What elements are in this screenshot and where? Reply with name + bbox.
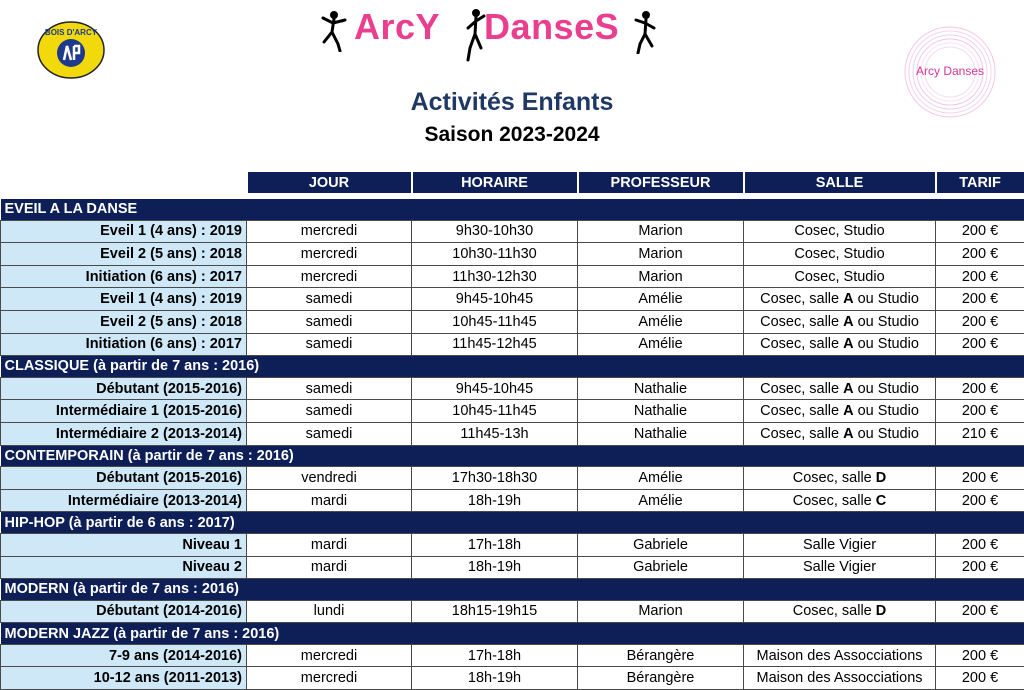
cell-professeur: Amélie [578,333,744,356]
salle-text: Salle Vigier [803,559,876,575]
cell-horaire: 10h30-11h30 [412,243,578,266]
salle-text: Cosec, salle [760,381,843,397]
cell-jour: mercredi [247,667,412,690]
cell-professeur: Marion [578,265,744,288]
salle-letter: A [843,336,853,352]
course-label: Eveil 1 (4 ans) : 2019 [1,220,247,243]
course-label: Eveil 2 (5 ans) : 2018 [1,243,247,266]
cell-salle [744,467,936,490]
category-title: MODERN JAZZ (à partir de 7 ans : 2016) [1,623,1024,645]
salle-text: ou Studio [854,336,919,352]
cell-horaire: 18h-19h [412,489,578,512]
cell-tarif: 200 € [936,489,1024,512]
schedule-table [0,172,1024,690]
course-label: 7-9 ans (2014-2016) [1,644,247,667]
cell-tarif: 200 € [936,265,1024,288]
category-row [1,445,1024,467]
salle-text: Cosec, Studio [794,246,884,262]
table-row [1,310,1024,333]
salle-letter: A [843,426,853,442]
course-label: Débutant (2015-2016) [1,467,247,490]
cell-horaire: 17h30-18h30 [412,467,578,490]
table-row [1,667,1024,690]
salle-text: Cosec, Studio [794,223,884,239]
course-label: Niveau 2 [1,556,247,579]
table-row [1,556,1024,579]
cell-horaire: 17h-18h [412,533,578,556]
cell-salle [744,644,936,667]
cell-horaire: 10h45-11h45 [412,310,578,333]
cell-horaire: 11h30-12h30 [412,265,578,288]
cell-tarif: 200 € [936,667,1024,690]
brand-part2: DanseS [484,6,619,47]
table-row [1,644,1024,667]
salle-letter: D [876,603,886,619]
cell-professeur: Bérangère [578,644,744,667]
dancer-icon [632,10,658,54]
cell-professeur: Bérangère [578,667,744,690]
cell-jour: samedi [247,400,412,423]
cell-horaire: 10h45-11h45 [412,400,578,423]
cell-salle [744,377,936,400]
course-label: Intermédiaire (2013-2014) [1,489,247,512]
cell-salle [744,265,936,288]
salle-text: Salle Vigier [803,537,876,553]
cell-tarif: 200 € [936,400,1024,423]
cell-horaire: 9h45-10h45 [412,377,578,400]
category-row [1,579,1024,601]
page-title: Activités Enfants [0,88,1024,117]
cell-tarif: 200 € [936,288,1024,311]
salle-text: Cosec, salle [793,603,876,619]
cell-salle [744,600,936,623]
table-row [1,377,1024,400]
cell-jour: mercredi [247,644,412,667]
cell-tarif: 200 € [936,310,1024,333]
cell-salle [744,243,936,266]
header-salle: SALLE [744,172,936,193]
salle-text: Cosec, salle [793,470,876,486]
cell-tarif: 200 € [936,220,1024,243]
course-label: Intermédiaire 1 (2015-2016) [1,400,247,423]
salle-text: Cosec, salle [760,336,843,352]
cell-tarif: 200 € [936,377,1024,400]
cell-professeur: Gabriele [578,533,744,556]
category-title: EVEIL A LA DANSE [1,199,1024,220]
header-tarif: TARIF [936,172,1024,193]
header-jour: JOUR [247,172,412,193]
cell-jour: samedi [247,422,412,445]
cell-jour: mercredi [247,265,412,288]
course-label: Eveil 2 (5 ans) : 2018 [1,310,247,333]
course-label: Débutant (2014-2016) [1,600,247,623]
salle-text: ou Studio [854,426,919,442]
cell-jour: samedi [247,288,412,311]
cell-professeur: Amélie [578,467,744,490]
header-horaire: HORAIRE [412,172,578,193]
cell-tarif: 200 € [936,644,1024,667]
salle-letter: A [843,314,853,330]
dancer-icon [320,10,348,52]
cell-salle [744,533,936,556]
salle-letter: A [843,381,853,397]
cell-tarif: 200 € [936,333,1024,356]
table-row [1,600,1024,623]
category-title: MODERN (à partir de 7 ans : 2016) [1,579,1024,601]
cell-professeur: Amélie [578,489,744,512]
logo-left-text: BOIS D'ARCY [45,28,98,37]
cell-professeur: Marion [578,220,744,243]
brand-part1: ArcY [354,6,440,47]
cell-jour: vendredi [247,467,412,490]
cell-salle [744,422,936,445]
table-row [1,533,1024,556]
cell-tarif: 200 € [936,467,1024,490]
table-row [1,243,1024,266]
course-label: 10-12 ans (2011-2013) [1,667,247,690]
cell-professeur: Marion [578,243,744,266]
salle-text: Cosec, salle [793,493,876,509]
cell-horaire: 11h45-12h45 [412,333,578,356]
cell-salle [744,333,936,356]
category-title: CLASSIQUE (à partir de 7 ans : 2016) [1,356,1024,378]
cell-professeur: Marion [578,600,744,623]
cell-jour: lundi [247,600,412,623]
course-label: Niveau 1 [1,533,247,556]
schedule-body [1,193,1024,690]
table-row [1,333,1024,356]
cell-horaire: 18h-19h [412,667,578,690]
cell-jour: samedi [247,377,412,400]
bois-darcy-logo [36,20,106,80]
salle-text: ou Studio [854,381,919,397]
salle-letter: D [876,470,886,486]
salle-text: Maison des Assocciations [756,648,922,664]
salle-letter: A [843,403,853,419]
cell-jour: samedi [247,333,412,356]
table-row [1,220,1024,243]
cell-professeur: Amélie [578,288,744,311]
table-row [1,265,1024,288]
logo-right-text: Arcy Danses [916,64,984,78]
cell-professeur: Nathalie [578,422,744,445]
category-row [1,356,1024,378]
cell-horaire: 9h30-10h30 [412,220,578,243]
cell-salle [744,288,936,311]
table-row [1,400,1024,423]
brand-title [354,6,619,48]
salle-text: Cosec, salle [760,291,843,307]
category-title: CONTEMPORAIN (à partir de 7 ans : 2016) [1,445,1024,467]
cell-jour: mercredi [247,243,412,266]
cell-horaire: 18h15-19h15 [412,600,578,623]
cell-jour: mardi [247,556,412,579]
cell-jour: mardi [247,533,412,556]
salle-text: Cosec, salle [760,314,843,330]
salle-text: ou Studio [854,291,919,307]
cell-professeur: Nathalie [578,377,744,400]
cell-salle [744,489,936,512]
table-row [1,489,1024,512]
course-label: Débutant (2015-2016) [1,377,247,400]
course-label: Initiation (6 ans) : 2017 [1,265,247,288]
cell-horaire: 17h-18h [412,644,578,667]
cell-jour: samedi [247,310,412,333]
brand-header [318,4,658,62]
cell-salle [744,556,936,579]
season-subtitle: Saison 2023-2024 [0,123,1024,147]
salle-text: Cosec, salle [760,426,843,442]
cell-salle [744,310,936,333]
cell-jour: mardi [247,489,412,512]
cell-professeur: Gabriele [578,556,744,579]
table-row [1,422,1024,445]
salle-letter: A [843,291,853,307]
cell-tarif: 210 € [936,422,1024,445]
course-label: Intermédiaire 2 (2013-2014) [1,422,247,445]
cell-tarif: 200 € [936,533,1024,556]
category-title: HIP-HOP (à partir de 6 ans : 2017) [1,512,1024,534]
table-row [1,467,1024,490]
cell-tarif: 200 € [936,600,1024,623]
header-row [1,172,1024,193]
salle-text: Cosec, salle [760,403,843,419]
header-blank [1,172,247,193]
cell-salle [744,220,936,243]
header-professeur: PROFESSEUR [578,172,744,193]
cell-professeur: Amélie [578,310,744,333]
cell-tarif: 200 € [936,243,1024,266]
cell-horaire: 9h45-10h45 [412,288,578,311]
cell-tarif: 200 € [936,556,1024,579]
table-row [1,288,1024,311]
salle-text: Maison des Assocciations [756,670,922,686]
cell-salle [744,400,936,423]
cell-horaire: 11h45-13h [412,422,578,445]
cell-horaire: 18h-19h [412,556,578,579]
cell-jour: mercredi [247,220,412,243]
category-row [1,512,1024,534]
salle-text: Cosec, Studio [794,269,884,285]
cell-salle [744,667,936,690]
category-row [1,199,1024,220]
salle-letter: C [876,493,886,509]
salle-text: ou Studio [854,314,919,330]
course-label: Eveil 1 (4 ans) : 2019 [1,288,247,311]
salle-text: ou Studio [854,403,919,419]
cell-professeur: Nathalie [578,400,744,423]
course-label: Initiation (6 ans) : 2017 [1,333,247,356]
category-row [1,623,1024,645]
